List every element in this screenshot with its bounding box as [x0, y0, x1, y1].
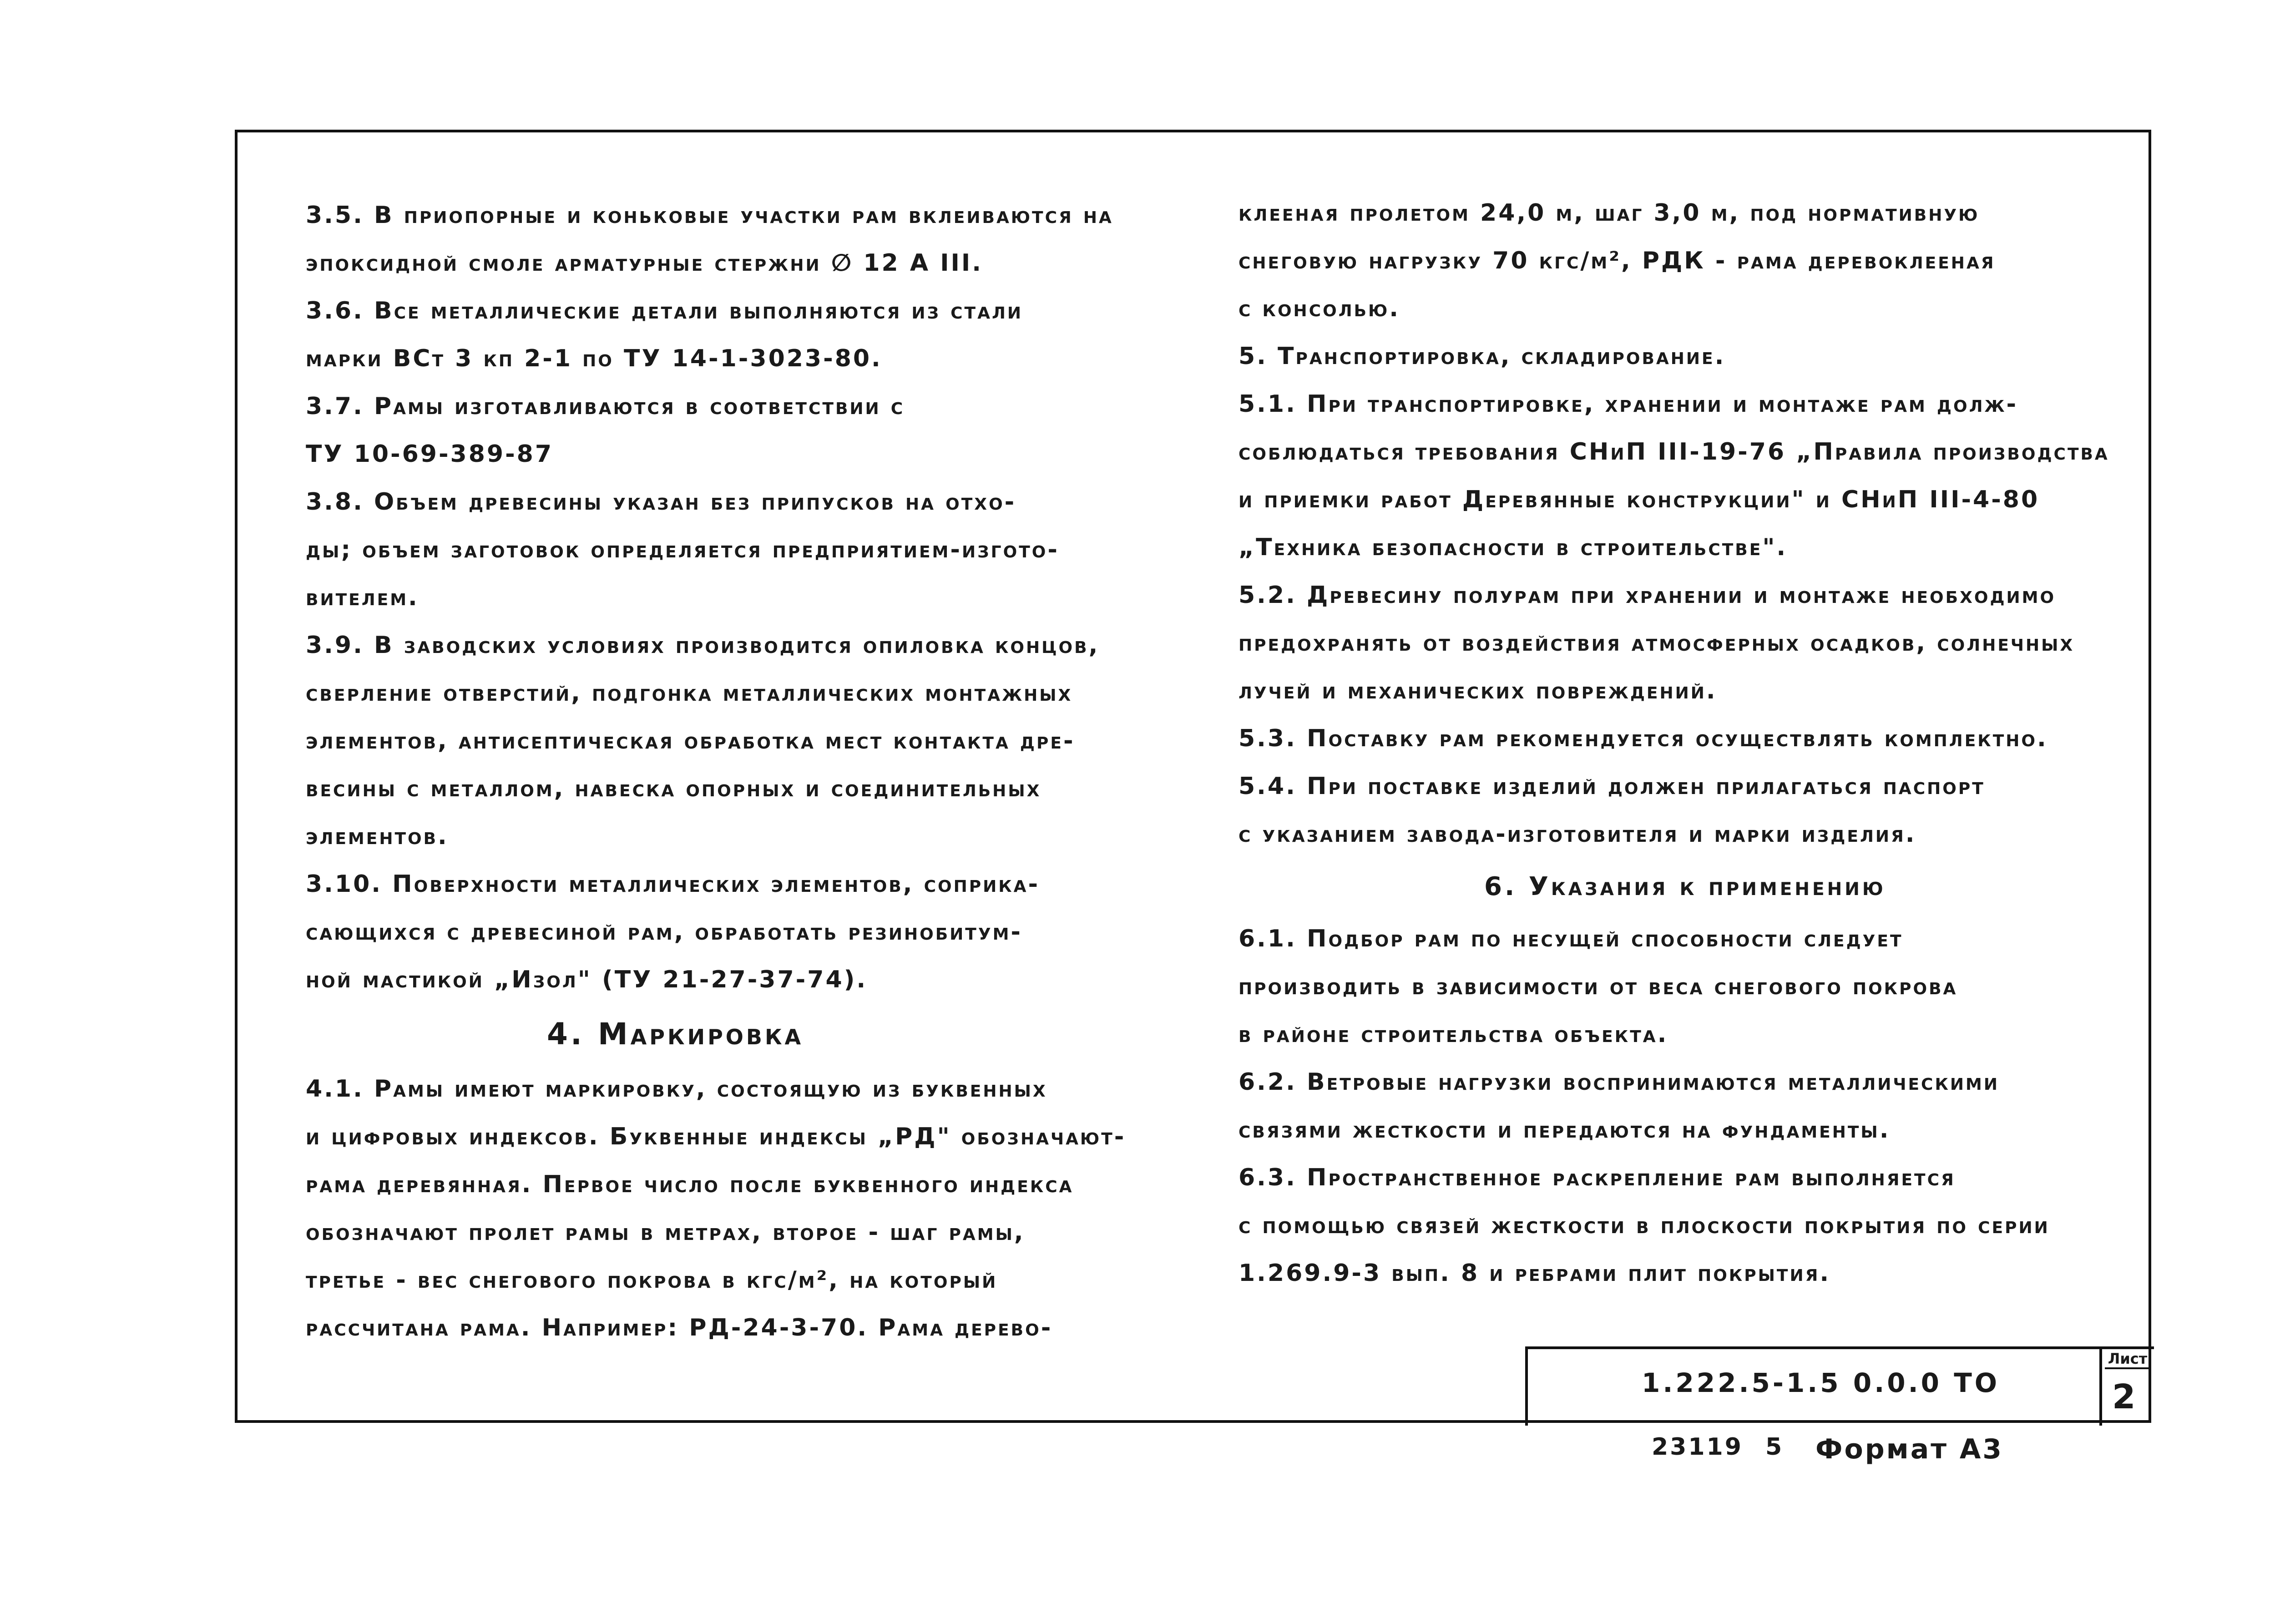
- right-column: [1239, 189, 2126, 1297]
- text-line: и приемки работ Деревянные конструкции" и СНиП III-4-80: [1239, 486, 2040, 513]
- text-line: соблюдаться требования СНиП III-19-76 „Правила производства: [1239, 438, 2109, 465]
- copy-number: 5: [1765, 1433, 1784, 1461]
- text-line: в районе строительства объекта.: [1239, 1021, 1668, 1048]
- text-line: связями жесткости и передаются на фундаменты.: [1239, 1116, 1891, 1143]
- text-line: с указанием завода-изготовителя и марки изделия.: [1239, 820, 1916, 848]
- text-line: весины с металлом, навеска опорных и соединительных: [306, 775, 1041, 802]
- text-line: обозначают пролет рамы в метрах, второе - шаг рамы,: [306, 1219, 1025, 1246]
- left-paragraphs-marking: [306, 1065, 1193, 1352]
- text-line: элементов, антисептическая обработка мест контакта дре-: [306, 727, 1075, 754]
- text-line: и цифровых индексов. Буквенные индексы „РД" обозначают-: [306, 1123, 1126, 1150]
- text-line: 6.3. Пространственное раскрепление рам выполняется: [1239, 1164, 1956, 1191]
- text-line: 6.2. Ветровые нагрузки воспринимаются металлическими: [1239, 1068, 1999, 1096]
- text-line: 3.8. Объем древесины указан без припусков на отхо-: [306, 488, 1016, 516]
- text-line: 3.10. Поверхности металлических элементов, соприка-: [306, 870, 1040, 898]
- text-line: сверление отверстий, подгонка металлических монтажных: [306, 679, 1073, 707]
- text-line: 5.1. При транспортировке, хранении и монтаже рам долж-: [1239, 390, 2018, 418]
- sheet-label: Лист: [2105, 1350, 2150, 1369]
- text-line: рассчитана рама. Например: РД-24-3-70. Рама дерево-: [306, 1314, 1053, 1341]
- text-line: с помощью связей жесткости в плоскости покрытия по серии: [1239, 1212, 2050, 1239]
- text-line: рама деревянная. Первое число после буквенного индекса: [306, 1171, 1074, 1198]
- right-paragraphs-usage: [1239, 915, 2126, 1297]
- text-line: ТУ 10-69-389-87: [306, 440, 554, 468]
- text-line: производить в зависимости от веса снегового покрова: [1239, 973, 1958, 1000]
- sheet-cell: [2099, 1349, 2154, 1426]
- text-line: 3.7. Рамы изготавливаются в соответствии с: [306, 393, 905, 420]
- inventory-number: 23119: [1652, 1433, 1743, 1461]
- text-line: 4.1. Рамы имеют маркировку, состоящую из буквенных: [306, 1075, 1047, 1103]
- text-line: элементов.: [306, 823, 449, 850]
- text-line: предохранять от воздействия атмосферных осадков, солнечных: [1239, 629, 2075, 657]
- sheet-number: 2: [2112, 1377, 2136, 1417]
- text-line: вителем.: [306, 584, 419, 611]
- left-paragraphs: [306, 192, 1193, 1004]
- text-line: снеговую нагрузку 70 кгс/м², РДК - рама деревоклееная: [1239, 247, 1996, 274]
- text-line: лучей и механических повреждений.: [1239, 677, 1717, 704]
- text-line: 3.5. В приопорные и коньковые участки рам вклеиваются на: [306, 202, 1113, 229]
- left-column: [306, 192, 1193, 1352]
- text-line: 5. Транспортировка, складирование.: [1239, 343, 1726, 370]
- text-line: „Техника безопасности в строительстве".: [1239, 534, 1788, 561]
- text-line: третье - вес снегового покрова в кгс/м², на который: [306, 1266, 998, 1294]
- text-line: 5.2. Древесину полурам при хранении и монтаже необходимо: [1239, 582, 2056, 609]
- title-block: [1525, 1346, 2154, 1426]
- text-line: 6.1. Подбор рам по несущей способности следует: [1239, 925, 1903, 952]
- text-line: 1.269.9-3 вып. 8 и ребрами плит покрытия.: [1239, 1260, 1831, 1287]
- text-line: 5.3. Поставку рам рекомендуется осуществлять комплектно.: [1239, 725, 2048, 752]
- section-heading-marking: 4. Маркировка: [547, 1017, 804, 1052]
- text-line: 5.4. При поставке изделий должен прилагаться паспорт: [1239, 773, 1985, 800]
- drawing-frame: [235, 130, 2151, 1423]
- text-line: марки ВСт 3 кп 2-1 по ТУ 14-1-3023-80.: [306, 345, 882, 372]
- text-line: сающихся с древесиной рам, обработать резинобитум-: [306, 918, 1022, 946]
- section-heading-usage: 6. Указания к применению: [1484, 872, 1886, 901]
- text-line: 3.6. Все металлические детали выполняются из стали: [306, 297, 1023, 324]
- sheet-format: Формат А3: [1815, 1433, 2004, 1465]
- text-line: клееная пролетом 24,0 м, шаг 3,0 м, под нормативную: [1239, 199, 1980, 227]
- text-line: ной мастикой „Изол" (ТУ 21-27-37-74).: [306, 966, 868, 993]
- right-paragraphs: [1239, 189, 2126, 858]
- text-line: ды; объем заготовок определяется предприятием-изгото-: [306, 536, 1059, 563]
- text-line: эпоксидной смоле арматурные стержни ∅ 12 А III.: [306, 249, 983, 277]
- text-line: с консолью.: [1239, 295, 1400, 322]
- text-line: 3.9. В заводских условиях производится опиловка концов,: [306, 632, 1100, 659]
- document-code: 1.222.5-1.5 0.0.0 ТО: [1642, 1367, 2000, 1398]
